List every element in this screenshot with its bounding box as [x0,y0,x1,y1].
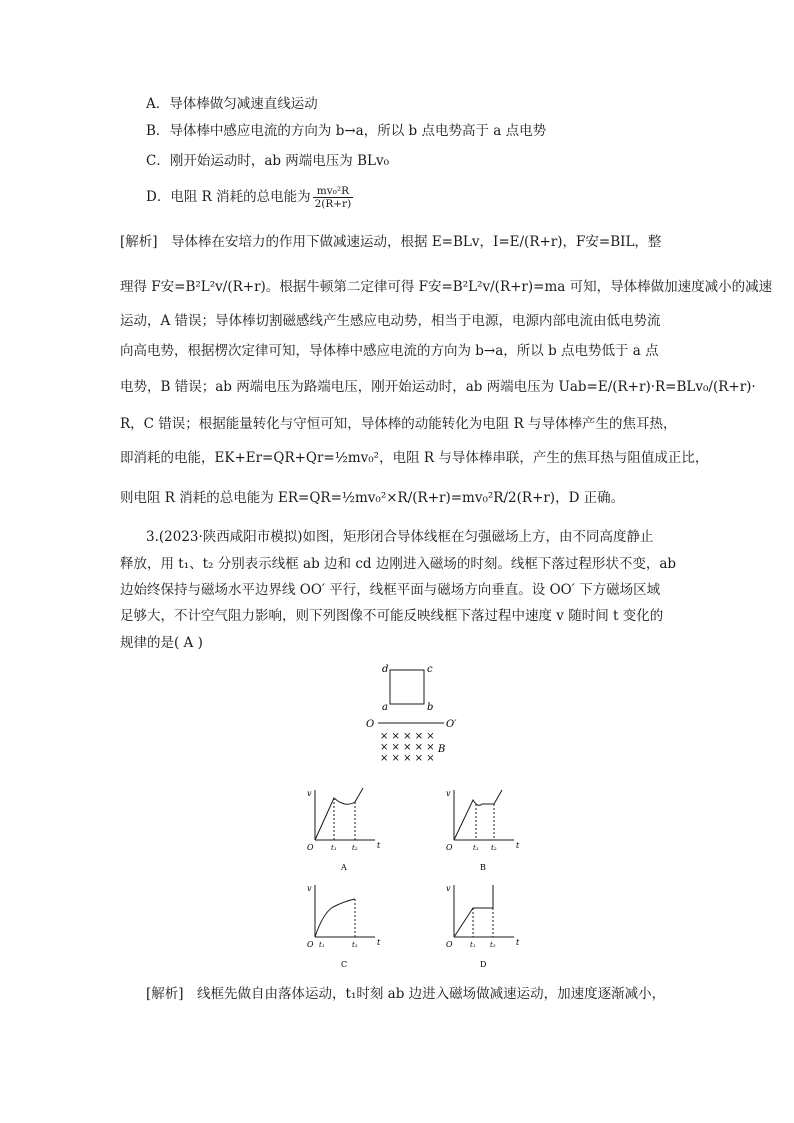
analysis1-line2: 理得 F安=B²L²v/(R+r)。根据牛顿第二定律可得 F安=B²L²v/(R+r)=ma 可知，导体棒做加速度减小的减速 [120,279,773,295]
graph-b-v-label: v [446,789,451,798]
label-B: B [438,744,446,755]
graph-b-curve [454,790,502,840]
corner-d: d [382,664,389,675]
analysis1-line6: R，C 错误；根据能量转化与守恒可知，导体棒的动能转化为电阻 R 与导体棒产生的焦耳热， [120,416,677,432]
graph-c-caption: C [341,960,348,969]
graph-d-origin: O [446,940,453,949]
graph-c-curve [315,899,355,937]
graph-b-t-label: t [516,841,520,850]
graph-d-t-label: t [516,938,520,947]
option-d-numerator: mv₀²R [313,185,354,198]
option-b: B．导体棒中感应电流的方向为 b→a，所以 b 点电势高于 a 点电势 [146,123,547,139]
analysis1-line1: [解析] 导体棒在安培力的作用下做减速运动，根据 E=BLv，I=E/(R+r)，F安=BIL，整 [120,234,662,250]
graph-b [444,782,524,874]
label-O-prime: O′ [446,719,457,730]
label-O: O [366,719,375,730]
graph-b-t2: t₂ [491,844,497,852]
graph-d-t1: t₁ [470,941,476,949]
graph-a-origin: O [307,843,314,852]
graph-d-caption: D [480,960,487,969]
question3-line1: 3.(2023·陕西咸阳市模拟)如图，矩形闭合导体线框在匀强磁场上方，由不同高度静止 [146,529,654,545]
analysis1-line4: 向高电势，根据楞次定律可知，导体棒中感应电流的方向为 b→a，所以 b 点电势低于 a 点 [120,343,659,359]
option-d [146,185,355,210]
field-cross-row-1: × × × × × [380,731,435,742]
graph-b-caption: B [480,863,486,872]
field-cross-row-3: × × × × × [380,753,435,764]
corner-a: a [382,702,388,713]
graph-b-t1: t₁ [473,844,479,852]
graph-c-t-label: t [377,938,381,947]
graph-a-t1: t₁ [331,844,337,852]
graph-b-origin: O [446,843,453,852]
graph-a-t-label: t [377,841,381,850]
analysis1-line8: 则电阻 R 消耗的总电能为 ER=QR=½mv₀²×R/(R+r)=mv₀²R/2(R+r)，D 正确。 [120,490,625,506]
corner-b: b [427,702,434,713]
graph-a-v-label: v [307,789,312,798]
analysis1-line3: 运动，A 错误；导体棒切割磁感线产生感应电动势，相当于电源，电源内部电流由低电势流 [120,313,661,329]
option-d-prefix: D．电阻 R 消耗的总电能为 [146,189,311,205]
graph-c [305,877,385,971]
question3-line2: 释放，用 t₁、t₂ 分别表示线框 ab 边和 cd 边刚进入磁场的时刻。线框下落过程形状不变，ab [120,556,677,572]
analysis1-line5: 电势，B 错误；ab 两端电压为路端电压，刚开始运动时，ab 两端电压为 Uab=E/(R+r)·R=BLv₀/(R+r)· [120,379,756,395]
option-d-fraction [313,185,354,210]
graph-a-t2: t₂ [352,844,358,852]
conducting-frame [390,670,424,704]
graph-c-t2: t₂ [352,941,358,949]
question3-line5: 规律的是( A ) [120,635,203,651]
graph-c-t1: t₁ [319,941,325,949]
corner-c: c [427,664,433,675]
graph-d-v-label: v [446,884,451,893]
graph-d [444,877,524,971]
question3-line3: 边始终保持与磁场水平边界线 OO′ 平行，线框平面与磁场方向垂直。设 OO′ 下方磁场区域 [120,582,661,598]
field-cross-row-2: × × × × × [380,742,435,753]
option-a: A．导体棒做匀减速直线运动 [146,96,318,112]
option-c: C．刚开始运动时，ab 两端电压为 BLv₀ [146,153,390,169]
graph-c-v-label: v [307,884,312,893]
graph-d-t2: t₂ [490,941,496,949]
analysis2-line1: [解析] 线框先做自由落体运动，t₁时刻 ab 边进入磁场做减速运动，加速度逐渐减小， [146,986,666,1002]
question3-line4: 足够大，不计空气阻力影响，则下列图像不可能反映线框下落过程中速度 v 随时间 t 变化的 [120,608,664,624]
analysis1-line7: 即消耗的电能，EK+Er=QR+Qr=½mv₀²，电阻 R 与导体棒串联，产生的焦耳热与阻值成正比， [120,450,709,466]
graph-a-caption: A [341,863,347,872]
graph-a-curve [315,788,363,840]
option-d-denominator: 2(R+r) [314,198,352,210]
graph-a [305,782,385,874]
graph-c-origin: O [307,940,314,949]
frame-field-figure [360,660,470,770]
